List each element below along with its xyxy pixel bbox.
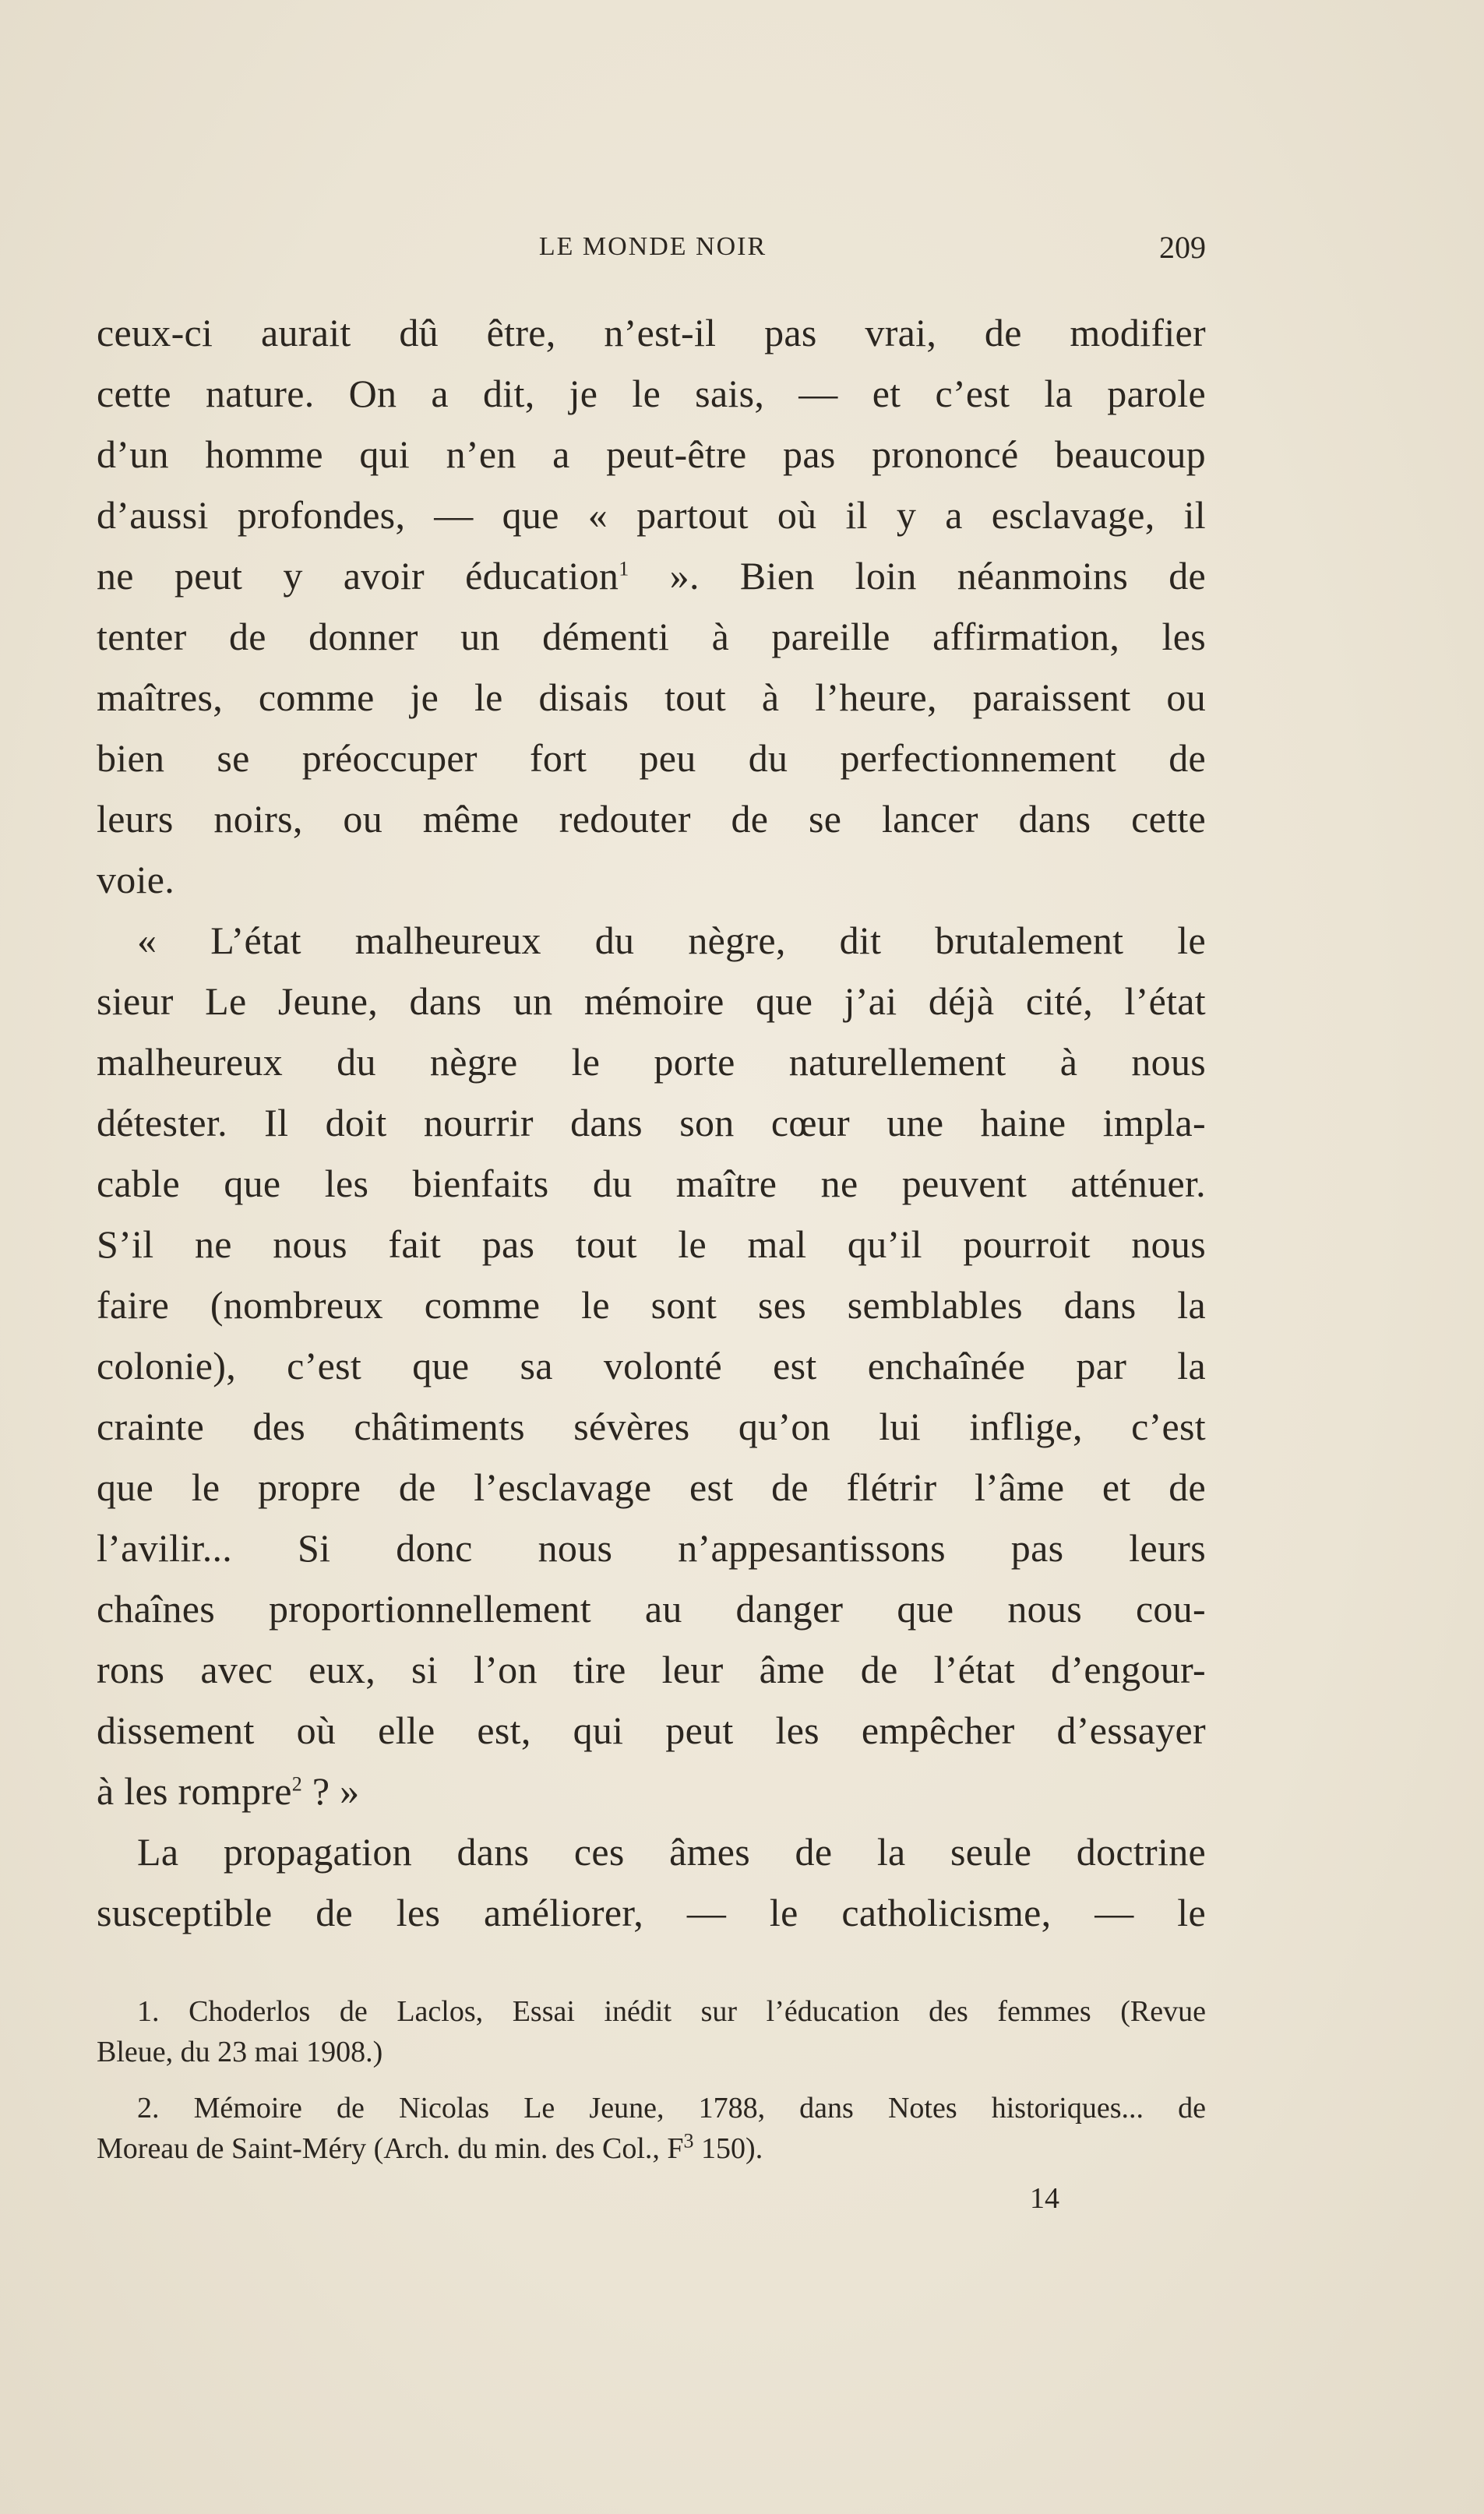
text-line: dissement où elle est, qui peut les empêcher d’essayer (97, 1708, 1206, 1752)
text-line: détester. Il doit nourrir dans son cœur une haine impla- (97, 1101, 1206, 1144)
page-number: 209 (1159, 230, 1206, 265)
text-line: cable que les bienfaits du maître ne peuvent atténuer. (97, 1162, 1206, 1205)
text-segment: ne peut y avoir éducation (97, 554, 619, 598)
footnote-2-line (97, 2128, 1206, 2169)
text-line: leurs noirs, ou même redouter de se lancer dans cette (97, 797, 1206, 841)
main-text (97, 302, 1206, 1943)
text-line (97, 545, 1206, 606)
text-line: cette nature. On a dit, je le sais, — et c’est la parole (97, 372, 1206, 415)
text-line: maîtres, comme je le disais tout à l’heure, paraissent ou (97, 675, 1206, 719)
text-line: faire (nombreux comme le sont ses semblables dans la (97, 1283, 1206, 1327)
text-line: d’un homme qui n’en a peut-être pas prononcé beaucoup (97, 432, 1206, 476)
footnote-2-line: 2. Mémoire de Nicolas Le Jeune, 1788, dans Notes historiques... de (137, 2092, 1206, 2124)
footnote-superscript: 3 (683, 2129, 694, 2153)
text-line: l’avilir... Si donc nous n’appesantissons pas leurs (97, 1526, 1206, 1570)
text-segment: à les rompre (97, 1769, 292, 1813)
text-line: tenter de donner un démenti à pareille affirmation, les (97, 615, 1206, 658)
text-line: chaînes proportionnellement au danger que nous cou- (97, 1587, 1206, 1631)
text-line: colonie), c’est que sa volonté est enchaînée par la (97, 1344, 1206, 1387)
text-line: voie. (97, 858, 175, 901)
footnote-1-line: 1. Choderlos de Laclos, Essai inédit sur l’éducation des femmes (Revue (137, 1995, 1206, 2028)
text-line: S’il ne nous fait pas tout le mal qu’il pourroit nous (97, 1222, 1206, 1266)
text-segment: Moreau de Saint-Méry (Arch. du min. des Col., F (97, 2132, 684, 2165)
text-line: d’aussi profondes, — que « partout où il y a esclavage, il (97, 493, 1206, 537)
footnote-gap (97, 2072, 1206, 2088)
text-line (97, 1761, 1206, 1821)
page-header (100, 226, 1206, 273)
text-line: ceux-ci aurait dû être, n’est-il pas vrai, de modifier (97, 311, 1206, 354)
text-line: « L’état malheureux du nègre, dit brutalement le (137, 919, 1206, 962)
footnote-ref-1: 1 (619, 557, 629, 580)
text-segment: ». Bien loin néanmoins de (629, 554, 1206, 598)
text-line: bien se préoccuper fort peu du perfectionnement de (97, 736, 1206, 780)
signature-mark: 14 (1030, 2182, 1059, 2215)
text-line: susceptible de les améliorer, — le catholicisme, — le (97, 1891, 1206, 1934)
text-line: La propagation dans ces âmes de la seule doctrine (137, 1830, 1206, 1874)
text-segment: 150). (693, 2132, 763, 2165)
text-line: malheureux du nègre le porte naturellement à nous (97, 1040, 1206, 1084)
text-line: que le propre de l’esclavage est de flétrir l’âme et de (97, 1465, 1206, 1509)
text-line: sieur Le Jeune, dans un mémoire que j’ai déjà cité, l’état (97, 979, 1206, 1023)
text-line: crainte des châtiments sévères qu’on lui inflige, c’est (97, 1405, 1206, 1448)
footnote-1-line: Bleue, du 23 mai 1908.) (97, 2036, 383, 2068)
footnote-ref-2: 2 (291, 1772, 303, 1796)
running-title: LE MONDE NOIR (538, 232, 767, 261)
text-segment: ? » (302, 1769, 360, 1813)
footnotes (97, 1991, 1206, 2169)
text-line: rons avec eux, si l’on tire leur âme de l’état d’engour- (97, 1648, 1206, 1691)
